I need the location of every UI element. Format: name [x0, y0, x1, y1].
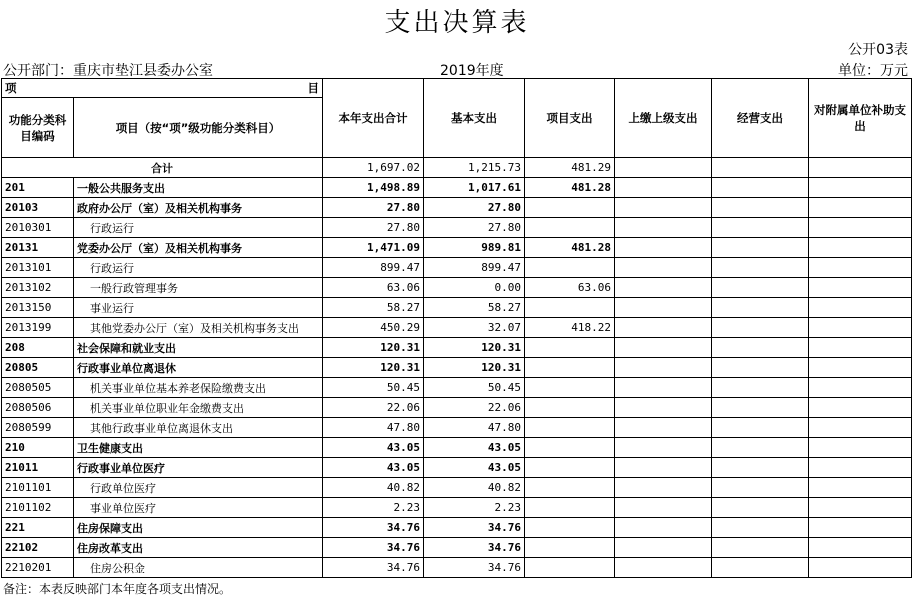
row-operating	[712, 498, 809, 518]
row-total: 58.27	[323, 298, 424, 318]
header-upper: 上缴上级支出	[615, 79, 712, 158]
header-basic: 基本支出	[424, 79, 525, 158]
row-code: 2080506	[2, 398, 74, 418]
fiscal-year: 2019年度	[440, 63, 504, 79]
row-basic: 58.27	[424, 298, 525, 318]
table-row	[2, 518, 912, 538]
total-operating	[712, 158, 809, 178]
row-basic: 27.80	[424, 198, 525, 218]
row-name: 机关事业单位职业年金缴费支出	[74, 398, 323, 418]
expenditure-table	[1, 78, 912, 578]
row-total: 899.47	[323, 258, 424, 278]
table-row	[2, 358, 912, 378]
row-basic: 27.80	[424, 218, 525, 238]
total-row	[2, 158, 912, 178]
row-subsidy	[809, 518, 912, 538]
department-label: 公开部门：重庆市垫江县委办公室	[3, 63, 213, 79]
row-operating	[712, 338, 809, 358]
row-project	[525, 478, 615, 498]
row-basic: 34.76	[424, 538, 525, 558]
header-xiang-mu	[2, 79, 323, 98]
row-name: 行政运行	[74, 258, 323, 278]
table-row	[2, 298, 912, 318]
row-code: 21011	[2, 458, 74, 478]
header-subsidy: 对附属单位补助支出	[809, 79, 912, 158]
row-basic: 34.76	[424, 558, 525, 578]
row-upper	[615, 318, 712, 338]
row-operating	[712, 538, 809, 558]
row-upper	[615, 338, 712, 358]
table-row	[2, 238, 912, 258]
total-project: 481.29	[525, 158, 615, 178]
row-name: 党委办公厅（室）及相关机构事务	[74, 238, 323, 258]
row-project	[525, 358, 615, 378]
row-project	[525, 298, 615, 318]
row-upper	[615, 398, 712, 418]
table-row	[2, 398, 912, 418]
row-total: 34.76	[323, 518, 424, 538]
row-code: 2013102	[2, 278, 74, 298]
row-operating	[712, 398, 809, 418]
row-name: 行政单位医疗	[74, 478, 323, 498]
row-project	[525, 338, 615, 358]
row-operating	[712, 258, 809, 278]
row-code: 2010301	[2, 218, 74, 238]
row-project	[525, 198, 615, 218]
row-upper	[615, 258, 712, 278]
row-total: 63.06	[323, 278, 424, 298]
row-basic: 22.06	[424, 398, 525, 418]
row-code: 2013199	[2, 318, 74, 338]
row-basic: 43.05	[424, 438, 525, 458]
row-basic: 34.76	[424, 518, 525, 538]
table-row	[2, 478, 912, 498]
row-total: 22.06	[323, 398, 424, 418]
row-name: 其他行政事业单位离退休支出	[74, 418, 323, 438]
row-subsidy	[809, 418, 912, 438]
row-basic: 47.80	[424, 418, 525, 438]
row-upper	[615, 478, 712, 498]
total-label: 合计	[2, 158, 323, 178]
row-project: 481.28	[525, 178, 615, 198]
row-subsidy	[809, 378, 912, 398]
row-total: 50.45	[323, 378, 424, 398]
total-amount: 1,697.02	[323, 158, 424, 178]
row-subsidy	[809, 218, 912, 238]
row-name: 政府办公厅（室）及相关机构事务	[74, 198, 323, 218]
row-name: 住房保障支出	[74, 518, 323, 538]
footnote: 备注：本表反映部门本年度各项支出情况。	[3, 582, 232, 596]
row-total: 120.31	[323, 338, 424, 358]
row-code: 2080505	[2, 378, 74, 398]
table-row	[2, 338, 912, 358]
header-mu: 目	[307, 81, 319, 95]
row-subsidy	[809, 298, 912, 318]
row-total: 2.23	[323, 498, 424, 518]
row-upper	[615, 458, 712, 478]
table-row	[2, 538, 912, 558]
row-code: 201	[2, 178, 74, 198]
row-basic: 989.81	[424, 238, 525, 258]
row-name: 住房改革支出	[74, 538, 323, 558]
table-row	[2, 178, 912, 198]
row-code: 20805	[2, 358, 74, 378]
row-basic: 2.23	[424, 498, 525, 518]
unit-label: 单位：万元	[838, 63, 908, 79]
row-basic: 120.31	[424, 338, 525, 358]
row-basic: 0.00	[424, 278, 525, 298]
row-operating	[712, 418, 809, 438]
row-project	[525, 418, 615, 438]
row-project	[525, 218, 615, 238]
row-basic: 32.07	[424, 318, 525, 338]
row-upper	[615, 418, 712, 438]
row-operating	[712, 458, 809, 478]
row-operating	[712, 218, 809, 238]
row-upper	[615, 498, 712, 518]
row-operating	[712, 518, 809, 538]
total-basic: 1,215.73	[424, 158, 525, 178]
row-total: 47.80	[323, 418, 424, 438]
row-project	[525, 538, 615, 558]
row-upper	[615, 558, 712, 578]
row-total: 1,471.09	[323, 238, 424, 258]
row-operating	[712, 178, 809, 198]
row-upper	[615, 378, 712, 398]
row-project	[525, 518, 615, 538]
row-code: 20103	[2, 198, 74, 218]
row-subsidy	[809, 198, 912, 218]
row-operating	[712, 278, 809, 298]
row-operating	[712, 318, 809, 338]
row-name: 行政事业单位离退休	[74, 358, 323, 378]
row-project	[525, 558, 615, 578]
row-operating	[712, 438, 809, 458]
row-total: 34.76	[323, 538, 424, 558]
table-row	[2, 378, 912, 398]
table-row	[2, 218, 912, 238]
row-code: 210	[2, 438, 74, 458]
row-subsidy	[809, 558, 912, 578]
row-total: 27.80	[323, 198, 424, 218]
table-row	[2, 458, 912, 478]
row-code: 2101101	[2, 478, 74, 498]
row-upper	[615, 538, 712, 558]
row-operating	[712, 298, 809, 318]
table-row	[2, 558, 912, 578]
row-total: 1,498.89	[323, 178, 424, 198]
table-row	[2, 318, 912, 338]
row-subsidy	[809, 458, 912, 478]
row-code: 2080599	[2, 418, 74, 438]
row-name: 一般公共服务支出	[74, 178, 323, 198]
row-subsidy	[809, 478, 912, 498]
row-total: 43.05	[323, 438, 424, 458]
row-project	[525, 398, 615, 418]
page-title: 支出决算表	[384, 8, 530, 38]
row-code: 22102	[2, 538, 74, 558]
row-operating	[712, 198, 809, 218]
row-upper	[615, 218, 712, 238]
header-operating: 经营支出	[712, 79, 809, 158]
row-name: 事业运行	[74, 298, 323, 318]
header-code: 功能分类科目编码	[2, 98, 74, 158]
row-basic: 40.82	[424, 478, 525, 498]
row-upper	[615, 198, 712, 218]
row-code: 2210201	[2, 558, 74, 578]
row-name: 社会保障和就业支出	[74, 338, 323, 358]
row-upper	[615, 238, 712, 258]
row-basic: 1,017.61	[424, 178, 525, 198]
row-operating	[712, 238, 809, 258]
header-total: 本年支出合计	[323, 79, 424, 158]
table-row	[2, 438, 912, 458]
row-total: 27.80	[323, 218, 424, 238]
row-total: 34.76	[323, 558, 424, 578]
row-upper	[615, 358, 712, 378]
row-total: 43.05	[323, 458, 424, 478]
row-upper	[615, 278, 712, 298]
table-row	[2, 258, 912, 278]
row-total: 120.31	[323, 358, 424, 378]
form-number: 公开03表	[848, 42, 908, 58]
row-subsidy	[809, 538, 912, 558]
row-total: 450.29	[323, 318, 424, 338]
row-project	[525, 458, 615, 478]
row-project: 481.28	[525, 238, 615, 258]
row-code: 208	[2, 338, 74, 358]
row-operating	[712, 378, 809, 398]
row-subsidy	[809, 438, 912, 458]
row-code: 2101102	[2, 498, 74, 518]
row-basic: 43.05	[424, 458, 525, 478]
table-row	[2, 278, 912, 298]
row-name: 卫生健康支出	[74, 438, 323, 458]
row-upper	[615, 438, 712, 458]
total-subsidy	[809, 158, 912, 178]
row-subsidy	[809, 498, 912, 518]
row-project	[525, 438, 615, 458]
row-subsidy	[809, 278, 912, 298]
row-name: 行政事业单位医疗	[74, 458, 323, 478]
row-upper	[615, 298, 712, 318]
row-subsidy	[809, 338, 912, 358]
row-upper	[615, 518, 712, 538]
header-item: 项目（按“项”级功能分类科目）	[74, 98, 323, 158]
row-name: 其他党委办公厅（室）及相关机构事务支出	[74, 318, 323, 338]
row-basic: 50.45	[424, 378, 525, 398]
total-upper	[615, 158, 712, 178]
row-name: 一般行政管理事务	[74, 278, 323, 298]
table-row	[2, 198, 912, 218]
row-subsidy	[809, 318, 912, 338]
row-name: 机关事业单位基本养老保险缴费支出	[74, 378, 323, 398]
row-code: 20131	[2, 238, 74, 258]
row-code: 221	[2, 518, 74, 538]
row-basic: 120.31	[424, 358, 525, 378]
row-subsidy	[809, 398, 912, 418]
row-project	[525, 258, 615, 278]
row-operating	[712, 478, 809, 498]
header-xiang: 项	[5, 81, 17, 95]
row-project: 63.06	[525, 278, 615, 298]
row-name: 行政运行	[74, 218, 323, 238]
row-subsidy	[809, 258, 912, 278]
table-row	[2, 418, 912, 438]
row-project	[525, 378, 615, 398]
row-total: 40.82	[323, 478, 424, 498]
row-name: 事业单位医疗	[74, 498, 323, 518]
table-row	[2, 498, 912, 518]
row-project	[525, 498, 615, 518]
header-project: 项目支出	[525, 79, 615, 158]
row-project: 418.22	[525, 318, 615, 338]
row-subsidy	[809, 358, 912, 378]
row-code: 2013150	[2, 298, 74, 318]
row-basic: 899.47	[424, 258, 525, 278]
row-operating	[712, 358, 809, 378]
row-operating	[712, 558, 809, 578]
row-upper	[615, 178, 712, 198]
row-name: 住房公积金	[74, 558, 323, 578]
row-code: 2013101	[2, 258, 74, 278]
row-subsidy	[809, 238, 912, 258]
row-subsidy	[809, 178, 912, 198]
